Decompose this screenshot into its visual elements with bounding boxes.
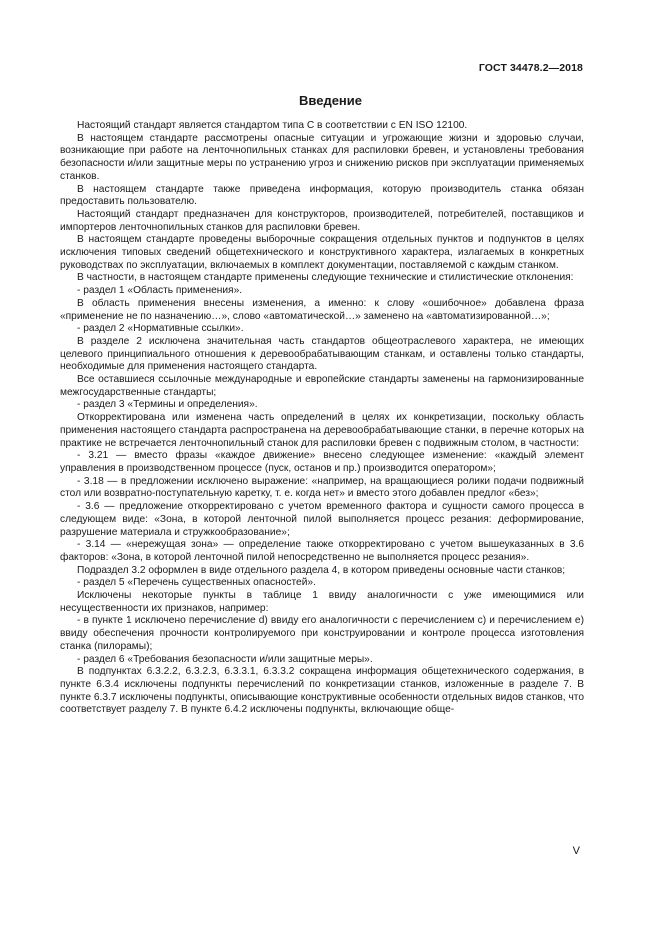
paragraph: В частности, в настоящем стандарте применены следующие технические и стилистические отклонения: <box>77 272 574 284</box>
paragraph: В область применения внесены изменения, а именно: к слову «ошибочное» добавлена фраза «применение не по назначению…», слово «автоматической…» заменено на «автоматизированной…»; <box>60 297 584 322</box>
section-title: Введение <box>299 93 362 108</box>
paragraph: Подраздел 3.2 оформлен в виде отдельного раздела 4, в котором приведены основные части станков; <box>77 564 566 576</box>
list-item: - раздел 6 «Требования безопасности и/или защитные меры». <box>77 653 373 665</box>
paragraph: В разделе 2 исключена значительная часть стандартов общеотраслевого характера, не имеющих целевого принципиального отношения к деревообрабатывающим станкам, и оставлены только стандарты, необходимые для применения настоящего стандарта. <box>60 335 584 373</box>
page-number: V <box>572 845 580 857</box>
list-item: - 3.14 — «нережущая зона» — определение также откорректировано с учетом вышеуказанных в 3.6 факторов: «Зона, в которой ленточной пилой непосредственно не выполняется процесс резания». <box>60 539 584 563</box>
paragraph: Откорректирована или изменена часть определений в целях их конкретизации, поскольку область применения настоящего стандарта распространена на деревообрабатывающие станки, в перечне которых на практике не встречается ленточнопильный станок для распиловки бревен с подвижным столом, в частности: <box>60 412 584 449</box>
standard-code: ГОСТ 34478.2—2018 <box>478 62 583 74</box>
list-item: - раздел 2 «Нормативные ссылки». <box>77 323 244 335</box>
paragraph: Настоящий стандарт является стандартом типа С в соответствии с EN ISO 12100. <box>77 120 468 131</box>
list-item: - 3.18 — в предложении исключено выражение: «например, на вращающиеся ролики подачи подвижный стол или возвратно-поступательную каретку, т. е. когда нет» и вместо этого добавлен предлог «без»; <box>60 475 584 500</box>
list-item: - раздел 5 «Перечень существенных опасностей». <box>77 577 316 589</box>
paragraph: Настоящий стандарт предназначен для конструкторов, производителей, потребителей, поставщиков и импортеров ленточнопильных станков для распиловки бревен. <box>60 208 584 233</box>
paragraph: В настоящем стандарте рассмотрены опасные ситуации и угрожающие жизни и здоровью случаи, возникающие при работе на ленточнопильных станках для распиловки бревен, и установлены требования безопасности и/или защитные меры по устранению угроз и снижению рисков при эксплуатации применяемых станков. <box>60 132 584 182</box>
paragraph: Все оставшиеся ссылочные международные и европейские стандарты заменены на гармонизированные межгосударственные стандарты; <box>60 374 584 398</box>
paragraph: Исключены некоторые пункты в таблице 1 ввиду аналогичности с уже имеющимися или несущественности их признаков, например: <box>60 590 584 614</box>
body-text <box>60 120 584 717</box>
list-item: - раздел 3 «Термины и определения». <box>77 399 258 411</box>
list-item: - 3.21 — вместо фразы «каждое движение» внесено следующее изменение: «каждый элемент управления в производственном процессе (пуск, останов и пр.) производится оператором»; <box>60 450 584 474</box>
paragraph: В подпунктах 6.3.2.2, 6.3.2.3, 6.3.3.1, 6.3.3.2 сокращена информация общетехнического содержания, в пункте 6.3.4 исключены подпункты перечислений по конкретизации станков, изложенные в разделе 7. В пункте 6.3.7 исключены подпункты, описывающие конструктивные особенности отдельных видов станков, что соответствует разделу 7. В пункте 6.4.2 исключены подпункты, включающие обще- <box>60 666 584 716</box>
list-item: - 3.6 — предложение откорректировано с учетом временного фактора и сущности самого процесса в следующем виде: «Зона, в которой ленточной пилой выполняется процесс резания: деформирование, разрушение материала и стружкообразование»; <box>60 501 584 538</box>
list-item: - в пункте 1 исключено перечисление d) ввиду его аналогичности с перечислением с) и перечислением е) ввиду обеспечения прочности контролируемого при конструировании и контроле процесса изготовления станка (пилорамы); <box>60 615 584 652</box>
paragraph: В настоящем стандарте проведены выборочные сокращения отдельных пунктов и подпунктов в целях исключения типовых сведений общетехнического и конструктивного характера, излагаемых в конкретных руководствах по эксплуатации, включаемых в комплект документации, поставляемой с каждым станком. <box>60 234 584 271</box>
list-item: - раздел 1 «Область применения». <box>77 285 243 297</box>
paragraph: В настоящем стандарте также приведена информация, которую производитель станка обязан предоставить пользователю. <box>60 183 584 208</box>
